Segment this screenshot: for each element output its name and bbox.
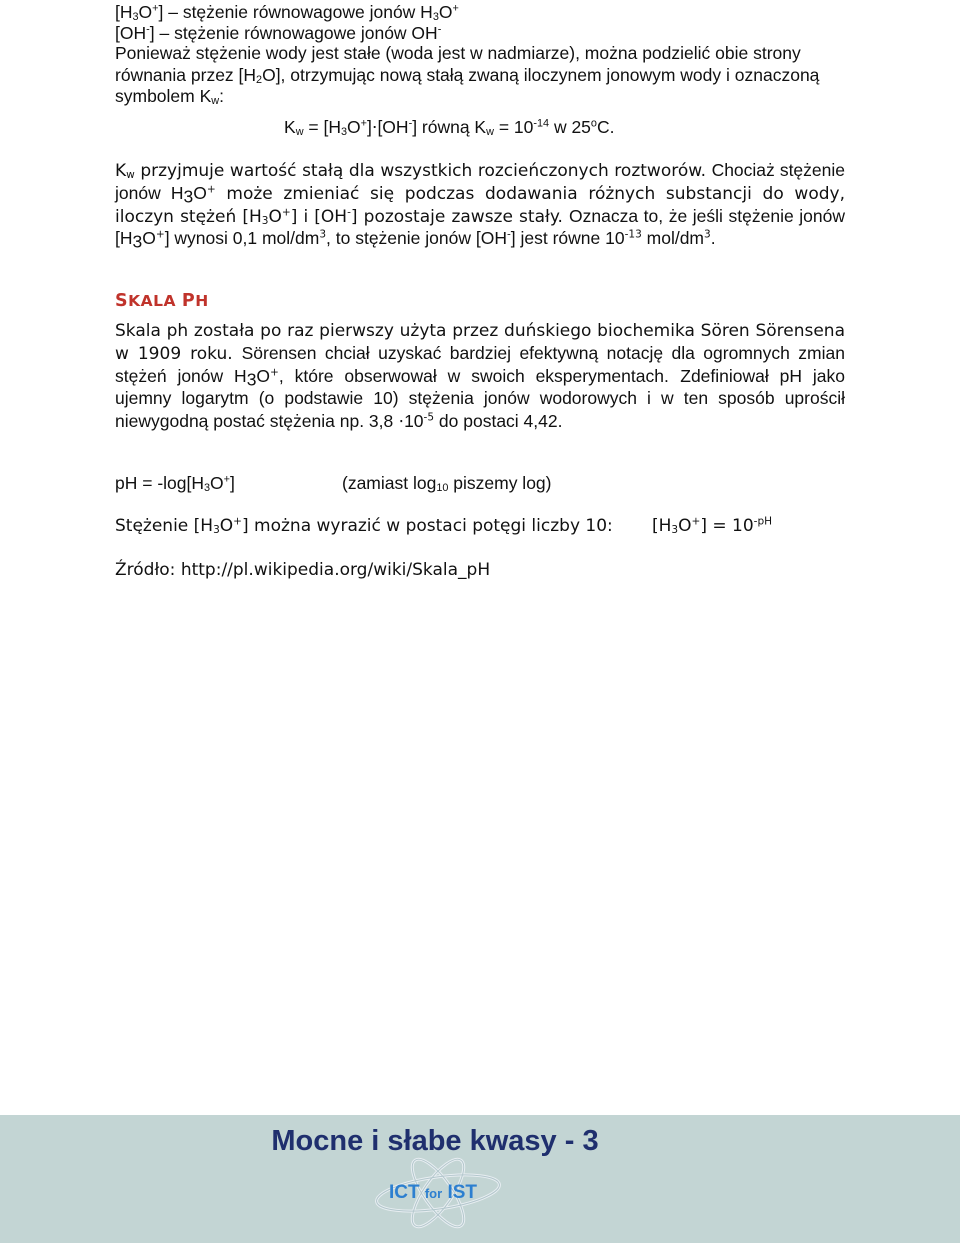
ph-definition-formula: pH = $-\log[H_3O^+]$ xyxy=(115,473,235,495)
kw-formula: $K_w = [H_3O^+]\cdot[OH^-]$ równą $K_w = 10^{-14}$ w 25$^o$C. xyxy=(284,117,615,139)
section-heading-skala-ph: SKALA PH xyxy=(115,291,209,311)
logo-text: ICT for IST xyxy=(388,1182,478,1203)
footer-title: Mocne i słabe kwasy - 3 xyxy=(271,1125,599,1157)
page-footer xyxy=(0,1115,960,1243)
h3o-definition-line: $[H_3O^+]$ – stężenie równowagowe jonów $H_3O^+$ xyxy=(115,2,459,24)
intro-paragraph: Ponieważ stężenie wody jest stałe (woda jest w nadmiarze), można podzielić obie strony równania przez $[H_2O]$, otrzymując nową stałą zwaną iloczynem jonowym wody i oznaczoną symbolem $K_w$: xyxy=(115,43,820,108)
power-of-ten-formula: $[H_3O^+] = 10^{-pH}$ xyxy=(652,515,773,537)
oh-definition-line: [OH-] – stężenie równowagowe jonów OH- xyxy=(115,23,442,43)
power-of-ten-line: Stężenie $[H_3O^+]$ można wyrazić w postaci potęgi liczby 10: xyxy=(115,515,613,537)
log-note: (zamiast $\log_{10}$ piszemy log) xyxy=(342,473,552,495)
ict-for-ist-logo xyxy=(370,1151,510,1241)
kw-paragraph: $K_w$ przyjmuje wartość stałą dla wszystkich rozcieńczonych roztworów. Chociaż stężenie jonów $H_3O^+$ może zmieniać się podczas dodawania różnych substancji do wody, iloczyn stężeń $[H_3O^+]$ i [OH-] pozostaje zawsze stały. Oznacza to, że jeśli stężenie jonów $[H_3O^+]$ wynosi 0,1 mol/$dm^3$, to stężenie jonów [OH-] jest równe $10^{-13}$ mol/$dm^3$. xyxy=(115,160,845,252)
ph-history-paragraph: Skala ph została po raz pierwszy użyta przez duńskiego biochemika Sören Sörensena w 1909 roku. Sörensen chciał uzyskać bardziej efektywną notację dla ogromnych zmian stężeń jonów $H_3O^+$, które obserwował w swoich eksperymentach. Zdefiniował pH jako ujemny logarytm (o podstawie 10) stężenia jonów wodorowych i w ten sposób uprościł niewygodną postać stężenia np. $3,8 \cdot 10^{-5}$ do postaci 4,42. xyxy=(115,321,845,433)
source-citation: Źródło: http://pl.wikipedia.org/wiki/Skala_pH xyxy=(115,560,491,580)
